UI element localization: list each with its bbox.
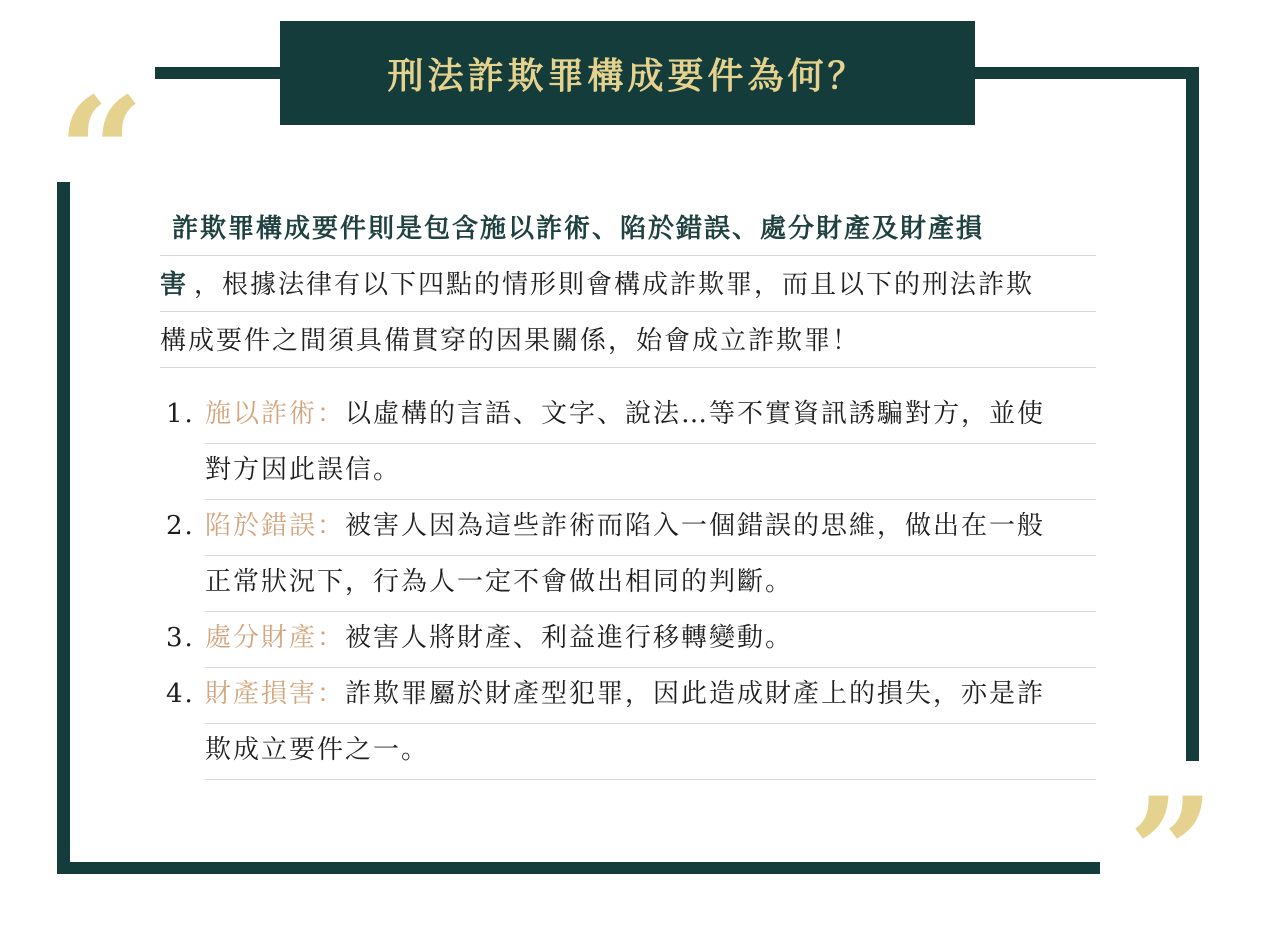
list-item-number: 1. [166,399,195,429]
list-item-number: 4. [166,679,195,709]
list-item-line: 對方因此誤信。 [205,444,1096,500]
frame-bottom [57,862,1100,874]
elements-list [160,388,1096,780]
close-quote-icon: ” [1128,765,1215,941]
list-item [160,668,1096,780]
list-item [160,612,1096,668]
list-item-number: 2. [166,511,195,541]
article-content [160,200,1096,780]
list-item-term: 處分財產： [205,623,346,653]
intro-line-3: 構成要件之間須具備貫穿的因果關係，始會成立詐欺罪！ [160,312,1096,368]
intro-line-2-bold: 害 [160,270,189,300]
list-item-line: 欺成立要件之一。 [205,724,1096,780]
list-item-number: 3. [166,623,195,653]
list-item-term: 陷於錯誤： [205,511,346,541]
intro-line-2-text: ，根據法律有以下四點的情形則會構成詐欺罪，而且以下的刑法詐欺 [194,270,1035,300]
list-item [160,500,1096,612]
frame-top-right-segment [965,67,1199,79]
intro-line-2 [160,256,1096,312]
page-title: 刑法詐欺罪構成要件為何？ [387,54,868,97]
frame-right-side [1186,67,1199,761]
open-quote-icon: “ [58,65,145,241]
intro-line-1: 詐欺罪構成要件則是包含施以詐術、陷於錯誤、處分財產及財產損 [160,200,1096,256]
title-banner [280,21,975,125]
list-item-text: 被害人因為這些詐術而陷入一個錯誤的思維，做出在一般 [345,511,1046,541]
list-item-text: 被害人將財產、利益進行移轉變動。 [345,623,794,653]
list-item-text: 以虛構的言語、文字、說法…等不實資訊誘騙對方，並使 [345,399,1046,429]
list-item-line [205,668,1096,724]
frame-left-side [57,182,70,874]
list-item-text: 詐欺罪屬於財產型犯罪，因此造成財產上的損失，亦是詐 [345,679,1046,709]
list-item-line [205,612,1096,668]
list-item-term: 財產損害： [205,679,346,709]
list-item-line [205,500,1096,556]
list-item-line: 正常狀況下，行為人一定不會做出相同的判斷。 [205,556,1096,612]
list-item-line [205,388,1096,444]
list-item [160,388,1096,500]
list-item-term: 施以詐術： [205,399,346,429]
frame-top-left-segment [155,67,290,79]
